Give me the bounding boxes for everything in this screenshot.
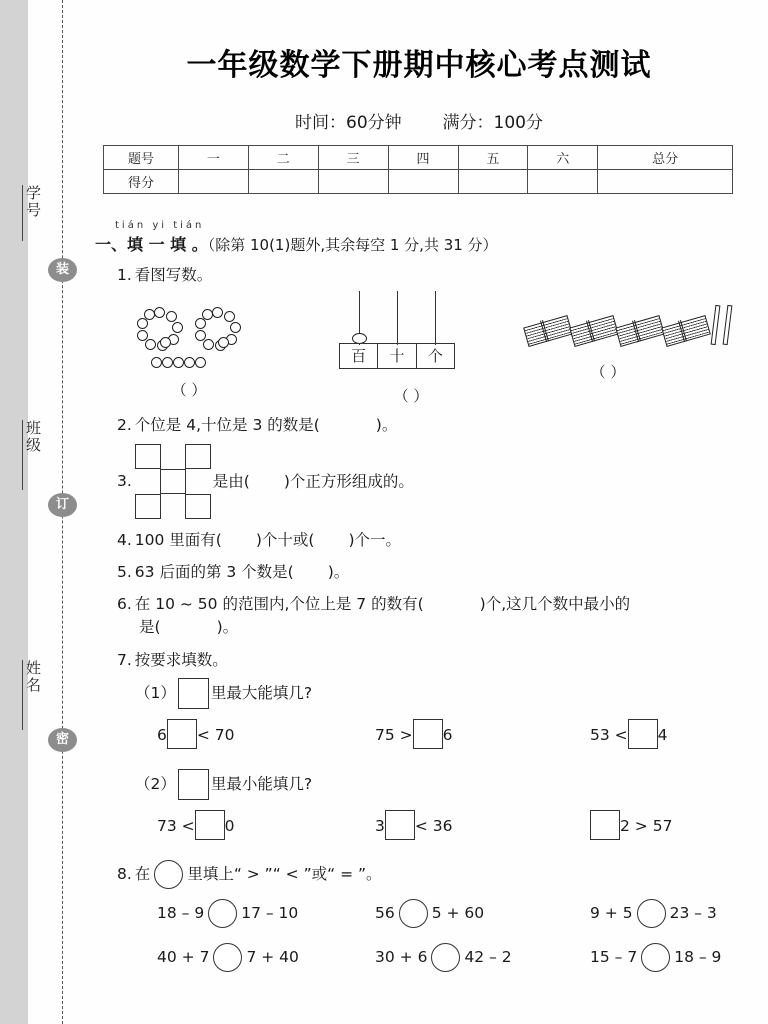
name-field[interactable] [18,660,44,730]
expr-8-1-3-left: 9 + 5 [590,903,633,922]
expr-8-1-3 [590,895,717,931]
section-one-note: （除第 10(1)题外,其余每空 1 分,共 31 分） [207,236,498,254]
expr-7-1-3-left: 53 < [590,725,628,744]
score-col-1: 一 [179,146,249,170]
expr-7-2-2-right: < 36 [414,816,453,835]
question-6-text-c: 是( [139,618,161,637]
score-col-5: 五 [458,146,528,170]
expr-8-1-2 [375,895,484,931]
expr-8-1-3-right: 23 – 3 [669,903,717,922]
question-8-number: 8. [117,864,132,883]
abacus-label-ones: 个 [427,347,443,366]
question-4-number: 4. [117,530,132,549]
score-cell-1[interactable] [179,170,249,194]
question-7-sub2-expressions [135,808,743,850]
abacus-label-tens: 十 [378,344,416,368]
expr-7-2-1-box[interactable] [195,810,225,840]
score-cell-3[interactable] [318,170,388,194]
content-column [95,0,743,1024]
expr-8-1-2-right: 5 + 60 [431,903,485,922]
total-score-label: 满分：100分 [442,113,543,133]
score-row-label-1: 题号 [104,146,179,170]
question-7-sub2 [135,769,743,800]
expr-7-2-2-box[interactable] [385,810,415,840]
expr-7-1-2-right: 6 [442,725,453,744]
expr-7-1-3-right: 4 [657,725,668,744]
expr-8-2-3-left: 15 – 7 [590,947,638,966]
time-label: 时间：60分钟 [295,113,402,133]
expr-7-1-1-box[interactable] [167,719,197,749]
question-7 [117,649,743,672]
expr-8-1-3-circle[interactable] [637,899,666,928]
figure-beads-answer-blank[interactable]: （ ） [171,381,207,400]
section-one [95,220,743,255]
question-8-sample-circle[interactable] [154,860,183,889]
score-col-total: 总分 [598,146,733,170]
seal-badge-ding: 订 [48,493,77,517]
question-4 [117,529,743,552]
question-1 [117,264,743,287]
expr-7-2-1-right: 0 [224,816,235,835]
question-1-number: 1. [117,266,132,284]
left-gutter [0,0,28,1024]
bead-ring-right [195,307,241,353]
question-5-text-b: )。 [327,562,350,581]
question-2-text-b: )。 [375,416,398,435]
figure-abacus [339,291,489,406]
score-row-label-2: 得分 [104,170,179,194]
expr-8-1-2-left: 56 [375,903,395,922]
expr-7-1-2-box[interactable] [413,719,443,749]
expr-7-1-1 [157,717,235,753]
expr-8-2-1 [157,939,299,975]
question-8-text-b: 里填上“ > ”“ < ”或“ = ”。 [187,864,382,883]
expr-8-2-2-left: 30 + 6 [375,947,428,966]
seal-badge-mi: 密 [48,728,77,752]
question-4-text-c: )个一。 [348,530,402,549]
question-7-sub1-text: 里最大能填几? [210,683,313,702]
class-field[interactable] [18,420,44,490]
figure-abacus-answer-blank[interactable]: （ ） [393,387,429,406]
figure-sticks-answer-blank[interactable]: （ ） [590,363,626,382]
expr-7-1-1-left: 6 [157,725,167,744]
question-8-row-2 [135,939,743,981]
expr-7-1-1-right: < 70 [196,725,235,744]
question-7-sub1-label: （1） [135,683,176,702]
exam-meta [95,108,743,133]
score-cell-5[interactable] [458,170,528,194]
section-one-pinyin: tián yi tián [115,220,205,231]
question-7-sub2-box[interactable] [178,769,209,800]
expr-8-2-2 [375,939,512,975]
student-id-label: 学号 [24,185,42,219]
question-3-text-a: 是由( [212,472,250,490]
expr-8-2-3-right: 18 – 9 [674,947,722,966]
question-7-sub2-text: 里最小能填几? [210,774,313,793]
bead-row-loose [151,357,211,369]
expr-8-2-1-left: 40 + 7 [157,947,210,966]
expr-8-1-1 [157,895,298,931]
score-col-6: 六 [528,146,598,170]
score-col-2: 二 [248,146,318,170]
question-6-text-b: )个,这几个数中最小的 [479,595,631,613]
expr-8-1-2-circle[interactable] [399,899,428,928]
table-row-scores [104,170,733,194]
expr-7-2-3-right: 2 > 57 [620,816,673,835]
score-cell-6[interactable] [528,170,598,194]
score-table [103,145,733,194]
score-cell-4[interactable] [388,170,458,194]
question-6-line-2 [139,616,743,639]
question-4-text-a: 100 里面有( [134,530,222,549]
score-cell-total[interactable] [598,170,733,194]
question-3-number: 3. [117,472,132,490]
abacus-place-labels [339,343,455,369]
figure-sticks [523,299,753,382]
abacus-graphic [339,291,455,373]
expr-7-2-1-left: 73 < [157,816,195,835]
expr-7-1-2 [375,717,453,753]
expr-8-1-1-circle[interactable] [208,899,237,928]
name-label: 姓名 [24,660,42,694]
score-col-4: 四 [388,146,458,170]
expr-7-2-2-left: 3 [375,816,385,835]
question-1-figures [117,287,743,405]
student-id-field[interactable] [18,185,44,241]
question-7-sub1 [135,678,743,709]
beads-graphic [129,307,249,363]
score-cell-2[interactable] [248,170,318,194]
expr-7-2-3-box[interactable] [590,810,620,840]
question-3-text-b: )个正方形组成的。 [283,472,414,490]
score-col-3: 三 [318,146,388,170]
expr-8-1-1-left: 18 – 9 [157,903,205,922]
question-4-text-b: )个十或( [255,530,315,549]
question-7-sub1-expressions [135,717,743,759]
question-1-text: 看图写数。 [134,266,213,284]
question-7-text: 按要求填数。 [134,650,228,669]
expr-7-2-2 [375,808,453,844]
expr-7-1-3-box[interactable] [628,719,658,749]
question-8 [117,860,743,889]
expr-7-2-3 [590,808,672,844]
class-label: 班级 [24,420,42,454]
bead-ring-left [137,307,183,353]
expr-7-1-2-left: 75 > [375,725,413,744]
expr-8-2-1-circle[interactable] [213,943,242,972]
question-2 [117,414,743,437]
expr-8-2-2-circle[interactable] [431,943,460,972]
question-5 [117,561,743,584]
abacus-label-hundreds: 百 [340,344,378,368]
question-6-text-d: )。 [216,618,239,637]
question-6-text-a: 在 10 ~ 50 的范围内,个位上是 7 的数有( [134,595,424,613]
question-2-number: 2. [117,416,132,435]
question-8-row-1 [135,895,743,937]
h-shape-squares-icon [135,444,213,520]
question-8-text-a: 在 [134,864,151,883]
expr-7-2-1 [157,808,235,844]
expr-8-2-2-right: 42 – 2 [464,947,512,966]
seal-badge-zhuang: 装 [48,258,77,282]
figure-beads [129,307,249,400]
section-one-heading [95,232,743,255]
section-one-title: 一、填 一 填 。 [95,235,208,254]
question-6 [117,593,743,640]
question-2-text-a: 个位是 4,十位是 3 的数是( [134,416,320,435]
question-3 [117,444,743,520]
sticks-graphic [523,299,723,355]
table-row-header [104,146,733,170]
question-5-number: 5. [117,562,132,581]
question-7-sub2-label: （2） [135,774,176,793]
question-7-sub1-box[interactable] [178,678,209,709]
expr-8-1-1-right: 17 – 10 [241,903,299,922]
question-5-text-a: 63 后面的第 3 个数是( [134,562,294,581]
expr-7-1-3 [590,717,668,753]
question-6-number: 6. [117,595,132,613]
expr-8-2-3 [590,939,721,975]
page-title: 一年级数学下册期中核心考点测试 [186,48,652,83]
expr-8-2-3-circle[interactable] [641,943,670,972]
expr-8-2-1-right: 7 + 40 [246,947,299,966]
question-7-number: 7. [117,650,132,669]
